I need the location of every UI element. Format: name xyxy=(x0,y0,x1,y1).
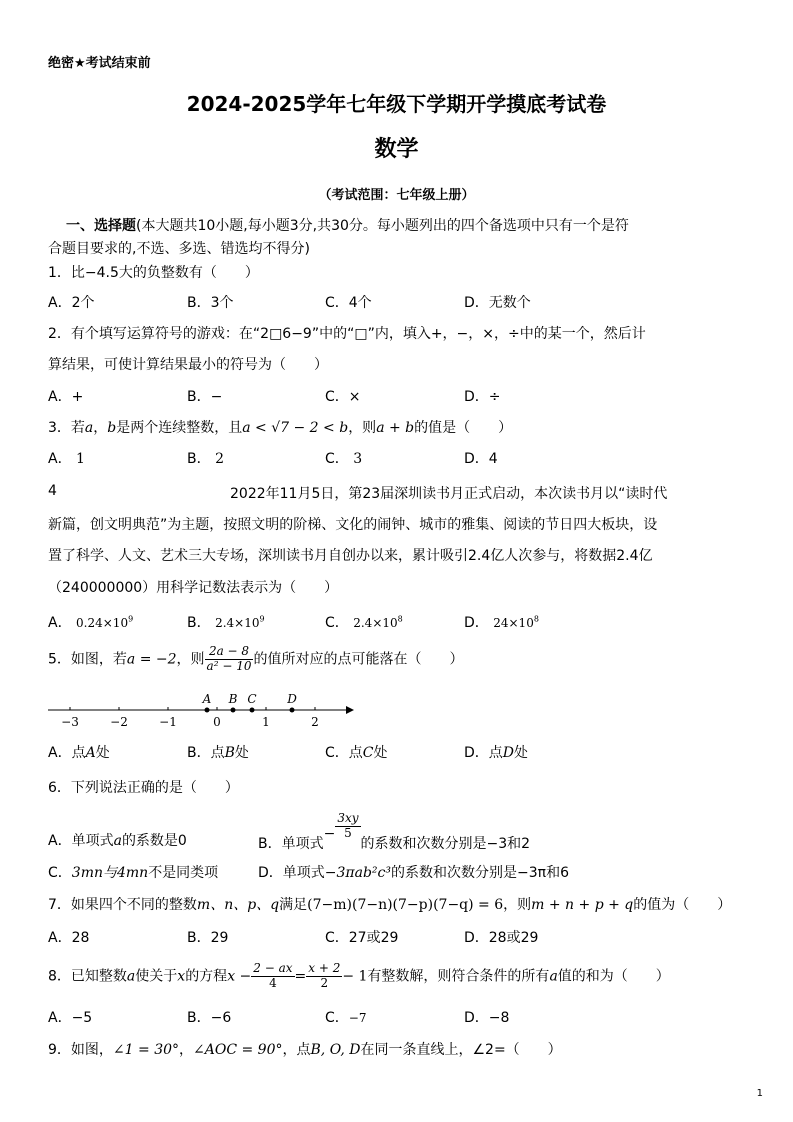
number-line-tick-label: −1 xyxy=(159,715,177,729)
number-line-point xyxy=(250,708,255,713)
q1-stem: 1．比−4.5大的负整数有（ ） xyxy=(48,265,259,281)
q4-option-b: B． $2.4\times 10^9$ xyxy=(187,614,265,631)
section-title: 一、选择题 xyxy=(66,218,136,234)
number-line-tick-label: 2 xyxy=(311,715,319,729)
q1-option-a: A．2个 xyxy=(48,295,95,311)
q7-option-b: B．29 xyxy=(187,930,229,946)
q3-var-a: a xyxy=(84,420,94,436)
q3-mid: 是两个连续整数，且 xyxy=(116,420,243,436)
section-desc-1: (本大题共10小题,每小题3分,共30分。每小题列出的四个备选项中只有一个是符 xyxy=(136,218,629,234)
q8-option-b: B．−6 xyxy=(187,1010,232,1026)
q4-line-2: 新篇，创文明典范”为主题，按照文明的阶梯、文化的闹钟、城市的雅集、阅读的节日四大板块，设 xyxy=(48,517,658,533)
q6-option-a: A．单项式a的系数是0 xyxy=(48,833,187,849)
q3-option-a: A． 1 xyxy=(48,451,85,467)
q7-stem: 7．如果四个不同的整数m、n、p、q满足(7−m)(7−n)(7−p)(7−q) = 6，则m + n + p + q的值为（ ） xyxy=(48,897,732,913)
q8-fraction-1: $\frac{2 - ax}{4}$ xyxy=(253,961,293,990)
q4-option-a: A． $0.24\times 10^9$ xyxy=(48,614,134,631)
number-line xyxy=(40,688,360,732)
q3-option-c: C． 3 xyxy=(325,451,363,467)
q2-option-d: D．÷ xyxy=(464,389,501,405)
number-line-point xyxy=(205,708,210,713)
section-heading xyxy=(66,215,629,235)
subject-title: 数学 xyxy=(374,137,419,162)
q4-number: 4 xyxy=(48,483,57,499)
q8-stem: 8．已知整数a使关于x的方程x − $\frac{2 - ax}{4}$ = $\frac{x + 2}{2}$ − 1有整数解，则符合条件的所有a值的和为（ ） xyxy=(48,961,670,990)
q4-option-d: D． $24\times 10^8$ xyxy=(464,614,539,631)
q3-var-b: b xyxy=(107,420,117,436)
q3-expr: a + b xyxy=(376,420,415,436)
q4-line-3: 置了科学、人文、艺术三大专场，深圳读书月自创办以来，累计吸引2.4亿人次参与，将数据2.4亿 xyxy=(48,548,653,564)
number-line-point-label: A xyxy=(202,692,212,706)
q5-option-c: C．点C处 xyxy=(325,745,388,761)
q5-fraction: $\frac{2a - 8}{\text{a² − 10}}$ xyxy=(206,644,252,673)
q1-option-c: C．4个 xyxy=(325,295,372,311)
q5-option-b: B．点B处 xyxy=(187,745,249,761)
number-line-tick-label: −2 xyxy=(110,715,128,729)
q8-fraction-2: $\frac{x + 2}{2}$ xyxy=(308,961,341,990)
q3-mid3: ，则 xyxy=(348,420,377,436)
q8-option-a: A．−5 xyxy=(48,1010,93,1026)
q5-option-d: D．点D处 xyxy=(464,745,529,761)
q2-option-a: A．+ xyxy=(48,389,84,405)
q5-condition: a = −2 xyxy=(126,651,177,668)
number-line-point-label: C xyxy=(247,692,257,706)
q2-option-b: B．− xyxy=(187,389,223,405)
q7-option-a: A．28 xyxy=(48,930,90,946)
q5-stem: 5．如图，若a = −2，则 $\frac{2a - 8}{\text{a² − 10}}$ 的值所对应的点可能落在（ ） xyxy=(48,644,464,673)
q9-stem: 9．如图，∠1 = 30°，∠AOC = 90°，点B, O, D在同一条直线上，∠2=（ ） xyxy=(48,1042,562,1058)
q7-condition: (7−m)(7−n)(7−p)(7−q) = 6 xyxy=(307,897,504,913)
q4-line-1: 2022年11月5日，第23届深圳读书月正式启动，本次读书月以“读时代 xyxy=(230,486,668,502)
q3-option-b: B． 2 xyxy=(187,451,224,467)
q6-option-c: C．3mn与4mn不是同类项 xyxy=(48,865,219,881)
secret-label: 绝密★考试结束前 xyxy=(48,56,151,71)
number-line-tick-label: −3 xyxy=(61,715,79,729)
q4-line-4: （240000000）用科学记数法表示为（ ） xyxy=(48,580,339,596)
q1-option-b: B．3个 xyxy=(187,295,234,311)
q2-stem-2: 算结果，可使计算结果最小的符号为（ ） xyxy=(48,357,328,373)
q6-option-d: D．单项式−3πab²c³的系数和次数分别是−3π和6 xyxy=(258,865,569,881)
q3-stem xyxy=(48,417,512,437)
q3-pre: 3．若 xyxy=(48,420,85,436)
q3-condition: a < √7 − 2 < b xyxy=(242,420,349,436)
number-line-point xyxy=(231,708,236,713)
number-line-tick-label: 0 xyxy=(213,715,221,729)
number-line-point xyxy=(290,708,295,713)
number-line-tick-label: 1 xyxy=(262,715,270,729)
number-line-arrow xyxy=(346,706,354,714)
q8-option-c: C．−7 xyxy=(325,1010,367,1026)
number-line-point-label: B xyxy=(228,692,238,706)
q2-option-c: C．× xyxy=(325,389,361,405)
q3-option-d: D．4 xyxy=(464,451,498,467)
q5-option-a: A．点A处 xyxy=(48,745,110,761)
section-desc-2: 合题目要求的,不选、多选、错选均不得分) xyxy=(48,241,310,257)
q7-option-d: D．28或29 xyxy=(464,930,539,946)
q2-stem-1: 2．有个填写运算符号的游戏：在“2□6−9”中的“□”内，填入+，−，×，÷中的某一个，然后计 xyxy=(48,326,646,342)
q1-option-d: D．无数个 xyxy=(464,295,531,311)
q3-sep: ， xyxy=(93,420,108,436)
q4-option-c: C． $2.4\times 10^8$ xyxy=(325,614,403,631)
exam-range: （考试范围：七年级上册） xyxy=(318,188,475,203)
q8-option-d: D．−8 xyxy=(464,1010,510,1026)
page-number: 1 xyxy=(756,1088,763,1099)
number-line-point-label: D xyxy=(287,692,297,706)
page-title: 2024-2025学年七年级下学期开学摸底考试卷 xyxy=(186,92,607,116)
q3-post: 的值是（ ） xyxy=(414,420,513,436)
q7-option-c: C．27或29 xyxy=(325,930,399,946)
q6-option-b: B．单项式− $\frac{3xy}{5}$ 的系数和次数分别是−3和2 xyxy=(258,811,531,853)
q6-stem: 6．下列说法正确的是（ ） xyxy=(48,780,239,796)
